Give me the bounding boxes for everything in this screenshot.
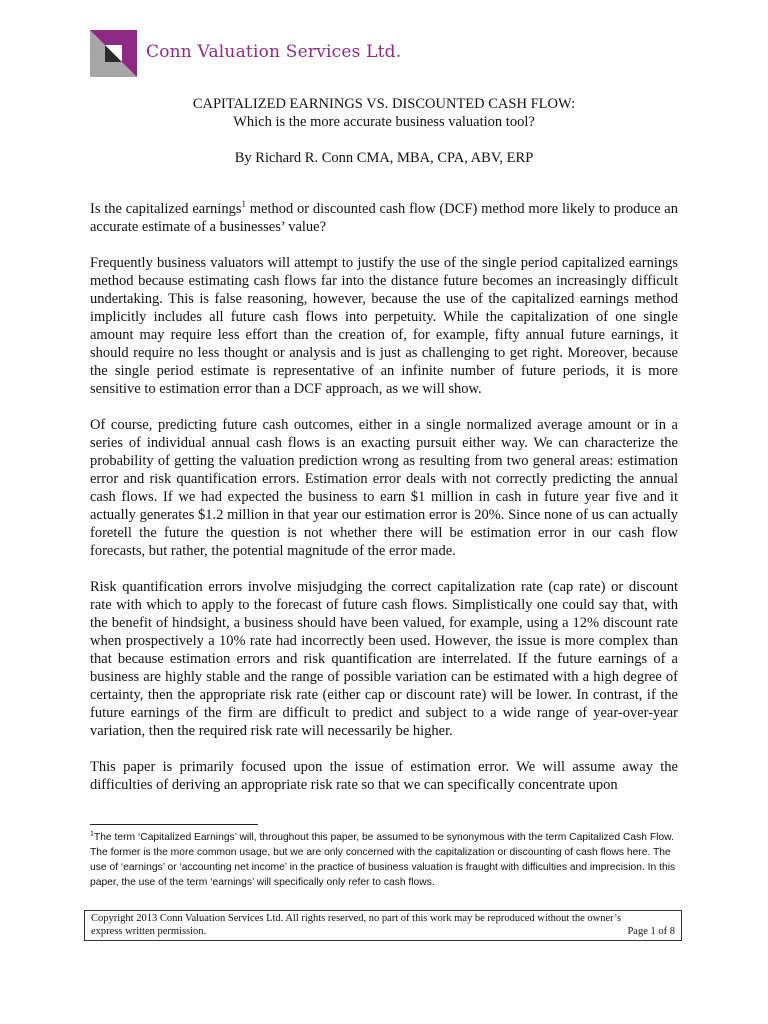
company-logo xyxy=(90,30,137,77)
logo-graphic xyxy=(90,30,137,77)
copyright-box xyxy=(84,910,682,941)
footnote-divider xyxy=(90,824,258,825)
body-text xyxy=(90,200,678,812)
document-author: By Richard R. Conn CMA, MBA, CPA, ABV, ERP xyxy=(234,150,534,166)
paragraph-5: This paper is primarily focused upon the issue of estimation error. We will assume away the difficulties of deriving an appropriate risk rate so that we can specifically concentrate upon xyxy=(90,759,678,793)
paragraph-2: Frequently business valuators will attempt to justify the use of the single period capitalized earnings method because estimating cash flows far into the distance future becomes an increasingly difficult undertaking. This is false reasoning, however, because the use of the capitalized earnings method implicitly includes all future cash flows into perpetuity. While the capitalization of one single amount may require less effort than the creation of, for example, fifty annual future earnings, it should require no less thought or analysis and is just as challenging to get right. Moreover, because the single period estimate is representative of an infinite number of future periods, it is more sensitive to estimation error than a DCF approach, as we will show. xyxy=(90,255,678,397)
paragraph-1-end: method or discounted cash flow (DCF) method more likely to produce an accurate estimate of a businesses’ value? xyxy=(90,201,678,235)
company-name: Conn Valuation Services Ltd. xyxy=(146,42,402,62)
paragraph-3: Of course, predicting future cash outcomes, either in a single normalized average amount or in a series of individual annual cash flows is an exacting pursuit either way. We can characterize the probability of getting the valuation prediction wrong as resulting from two general areas: estimation error and risk quantification errors. Estimation error deals with not correctly predicting the annual cash flows. If we had expected the business to earn $1 million in cash in future year five and it actually generates $1.2 million in that year our estimation error is 20%. Since none of us can actually foretell the future the question is not whether there will be estimation error in our cash flow forecasts, but rather, the potential magnitude of the error made. xyxy=(90,417,678,559)
document-title: CAPITALIZED EARNINGS VS. DISCOUNTED CASH FLOW: xyxy=(192,96,576,112)
footnote-reference[interactable]: 1 xyxy=(241,199,246,210)
document-subtitle: Which is the more accurate business valuation tool? xyxy=(233,114,535,130)
copyright-line-2: express written permission. xyxy=(91,926,207,937)
copyright-row-2 xyxy=(91,925,675,938)
paragraph-1 xyxy=(90,200,678,236)
footnote-mark: 1 xyxy=(90,830,94,838)
paragraph-1-start: Is the capitalized earnings xyxy=(90,201,242,217)
page-number: Page 1 of 8 xyxy=(627,926,675,937)
footnote-text: The term ‘Capitalized Earnings’ will, throughout this paper, be assumed to be synonymous with the term Capitalized Cash Flow. The former is the more common usage, but we are only concerned with the capitalization or discounting of cash flows here. The use of ‘earnings’ or ‘accounting net income’ in the practice of business valuation is fraught with difficulties and imprecision. In this paper, the use of the term ‘earnings’ will specifically only refer to cash flows. xyxy=(90,832,676,888)
copyright-line-1: Copyright 2013 Conn Valuation Services Ltd. All rights reserved, no part of this work may be reproduced without the owner’s xyxy=(91,913,622,924)
footnote xyxy=(90,830,678,890)
paragraph-4: Risk quantification errors involve misjudging the correct capitalization rate (cap rate) or discount rate with which to apply to the forecast of future cash flows. Simplistically one could say that, with the benefit of hindsight, a business should have been valued, for example, using a 12% discount rate when prospectively a 10% rate had incorrectly been used. However, the issue is more complex than that because estimation errors and risk quantification are interrelated. If the future earnings of a business are highly stable and the range of possible variation can be estimated with a high degree of certainty, then the appropriate risk rate (either cap or discount rate) will be lower. In contrast, if the future earnings of the firm are difficult to predict and subject to a wide range of year-over-year variation, then the required risk rate will necessarily be higher. xyxy=(90,579,678,739)
